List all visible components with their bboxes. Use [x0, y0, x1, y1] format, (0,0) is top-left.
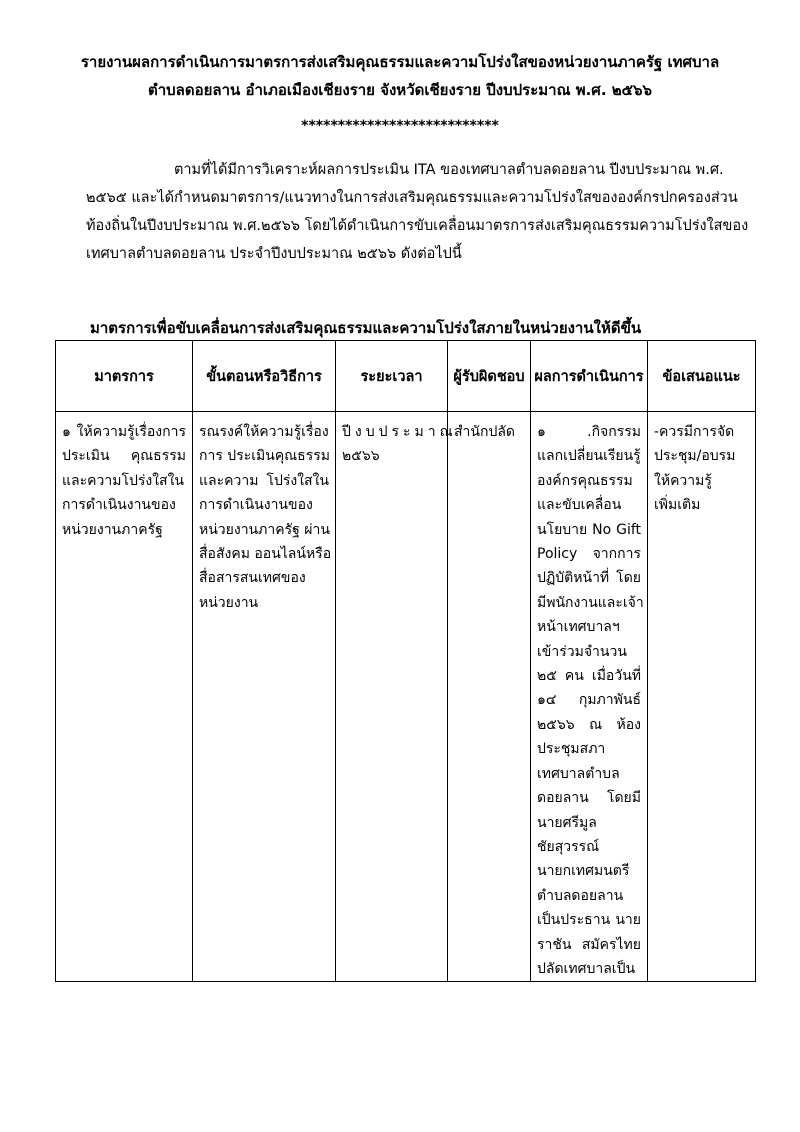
cell-line: ๑ ให้ความรู้เรื่องการ [62, 424, 186, 440]
intro-line: ๒๕๖๕ และได้กำหนดมาตรการ/แนวทางในการส่งเสริมคุณธรรมและความโปร่งใสขององค์กรปกครองส่วน [86, 190, 738, 206]
intro-line: ตามที่ได้มีการวิเคราะห์ผลการประเมิน ITA ของเทศบาลตำบลดอยลาน ปีงบประมาณ พ.ศ. [174, 162, 724, 178]
cell-period [336, 412, 457, 982]
measures-table [55, 340, 756, 982]
header-suggestion: ข้อเสนอแนะ [648, 341, 756, 412]
cell-line: ปฏิบัติหน้าที่ โดย [537, 570, 641, 587]
cell-line: เป็นประธาน นาย [537, 912, 641, 929]
cell-method [193, 412, 336, 982]
cell-line: ดอยลาน โดยมี [537, 790, 641, 807]
cell-line: ราชัน สมัครไทย [537, 936, 641, 953]
cell-line: ๒๕ คน เมื่อวันที่ [537, 668, 641, 685]
table-row [56, 412, 756, 982]
cell-line: นโยบาย No Gift [537, 521, 641, 538]
cell-line: หน้าเทศบาลฯ [537, 619, 620, 636]
cell-line: ให้ความรู้ [654, 472, 712, 489]
cell-line: ประเมิน คุณธรรม [62, 448, 186, 465]
cell-line: เข้าร่วมจำนวน [537, 643, 627, 660]
cell-line: และความโปร่งใสใน [62, 472, 184, 489]
intro-line: เทศบาลตำบลดอยลาน ประจำปีงบประมาณ ๒๕๖๖ ดังต่อไปนี้ [86, 246, 462, 262]
header-responsible: ผู้รับผิดชอบ [448, 341, 531, 412]
cell-line: และความ โปร่งใสใน [199, 472, 329, 489]
intro-paragraph [86, 156, 749, 268]
table-header-row [56, 341, 756, 412]
cell-line: ๑๔ กุมภาพันธ์ [537, 692, 641, 709]
cell-line: เทศบาลตำบล [537, 765, 620, 782]
cell-line: ประชุมสภา [537, 741, 606, 758]
cell-line: -ควรมีการจัด [654, 424, 735, 440]
cell-line: การ ประเมินคุณธรรม [199, 448, 330, 465]
separator-stars: *************************** [301, 118, 499, 134]
cell-responsible [448, 412, 531, 982]
report-title-line-1: รายงานผลการดำเนินการมาตรการส่งเสริมคุณธรรมและความโปร่งใสของหน่วยงานภาครัฐ เทศบาล [80, 53, 720, 71]
cell-line: หน่วยงานภาครัฐ [62, 521, 163, 538]
cell-line: รณรงค์ให้ความรู้เรื่อง [199, 424, 329, 440]
cell-line: องค์กรคุณธรรม [537, 472, 633, 489]
cell-line: ๒๕๖๖ ณ ห้อง [537, 716, 641, 733]
cell-line: เพิ่มเติม [654, 497, 701, 514]
report-title-line-2: ตำบลดอยลาน อำเภอเมืองเชียงราย จังหวัดเชียงราย ปีงบประมาณ พ.ศ. ๒๕๖๖ [147, 81, 653, 99]
cell-line: การดำเนินงานของ [199, 497, 313, 514]
cell-line: ปีงบประมาณ [342, 424, 457, 440]
cell-line: Policy จากการ [537, 546, 641, 563]
cell-line: นายศรีมูล [537, 814, 597, 831]
cell-line: สำนักปลัด [454, 424, 516, 440]
intro-line: ท้องถิ่นในปีงบประมาณ พ.ศ.๒๕๖๖ โดยได้ดำเนินการขับเคลื่อนมาตรการส่งเสริมคุณธรรมความโปร่งใสของ [86, 218, 749, 234]
cell-result [531, 412, 648, 982]
cell-suggestion [648, 412, 756, 982]
header-method: ขั้นตอนหรือวิธีการ [193, 341, 336, 412]
header-period: ระยะเวลา [336, 341, 448, 412]
cell-line: หน่วยงานภาครัฐ ผ่าน [199, 521, 330, 538]
cell-line: หน่วยงาน [199, 594, 259, 611]
cell-measure [56, 412, 193, 982]
cell-line: มีพนักงานและเจ้า [537, 594, 644, 611]
cell-line: สื่อสังคม ออนไลน์หรือ [199, 546, 332, 563]
cell-line: นายกเทศมนตรี [537, 863, 630, 880]
cell-line: แลกเปลี่ยนเรียนรู้ [537, 448, 641, 465]
cell-line: ๒๕๖๖ [342, 448, 380, 465]
cell-line: ๑ .กิจกรรม [537, 424, 641, 440]
cell-line: ชัยสุวรรณ์ [537, 838, 600, 855]
cell-line: ตำบลดอยลาน [537, 887, 624, 904]
cell-line: และขับเคลื่อน [537, 497, 622, 514]
cell-line: ประชุม/อบรม [654, 448, 736, 465]
cell-line: การดำเนินงานของ [62, 497, 176, 514]
cell-line: สื่อสารสนเทศของ [199, 570, 306, 587]
header-measure: มาตรการ [56, 341, 193, 412]
cell-line: ปลัดเทศบาลเป็น [537, 960, 636, 977]
header-result: ผลการดำเนินการ [531, 341, 648, 412]
section-heading: มาตรการเพื่อขับเคลื่อนการส่งเสริมคุณธรรมและความโปร่งใสภายในหน่วยงานให้ดีขึ้น [90, 319, 642, 337]
